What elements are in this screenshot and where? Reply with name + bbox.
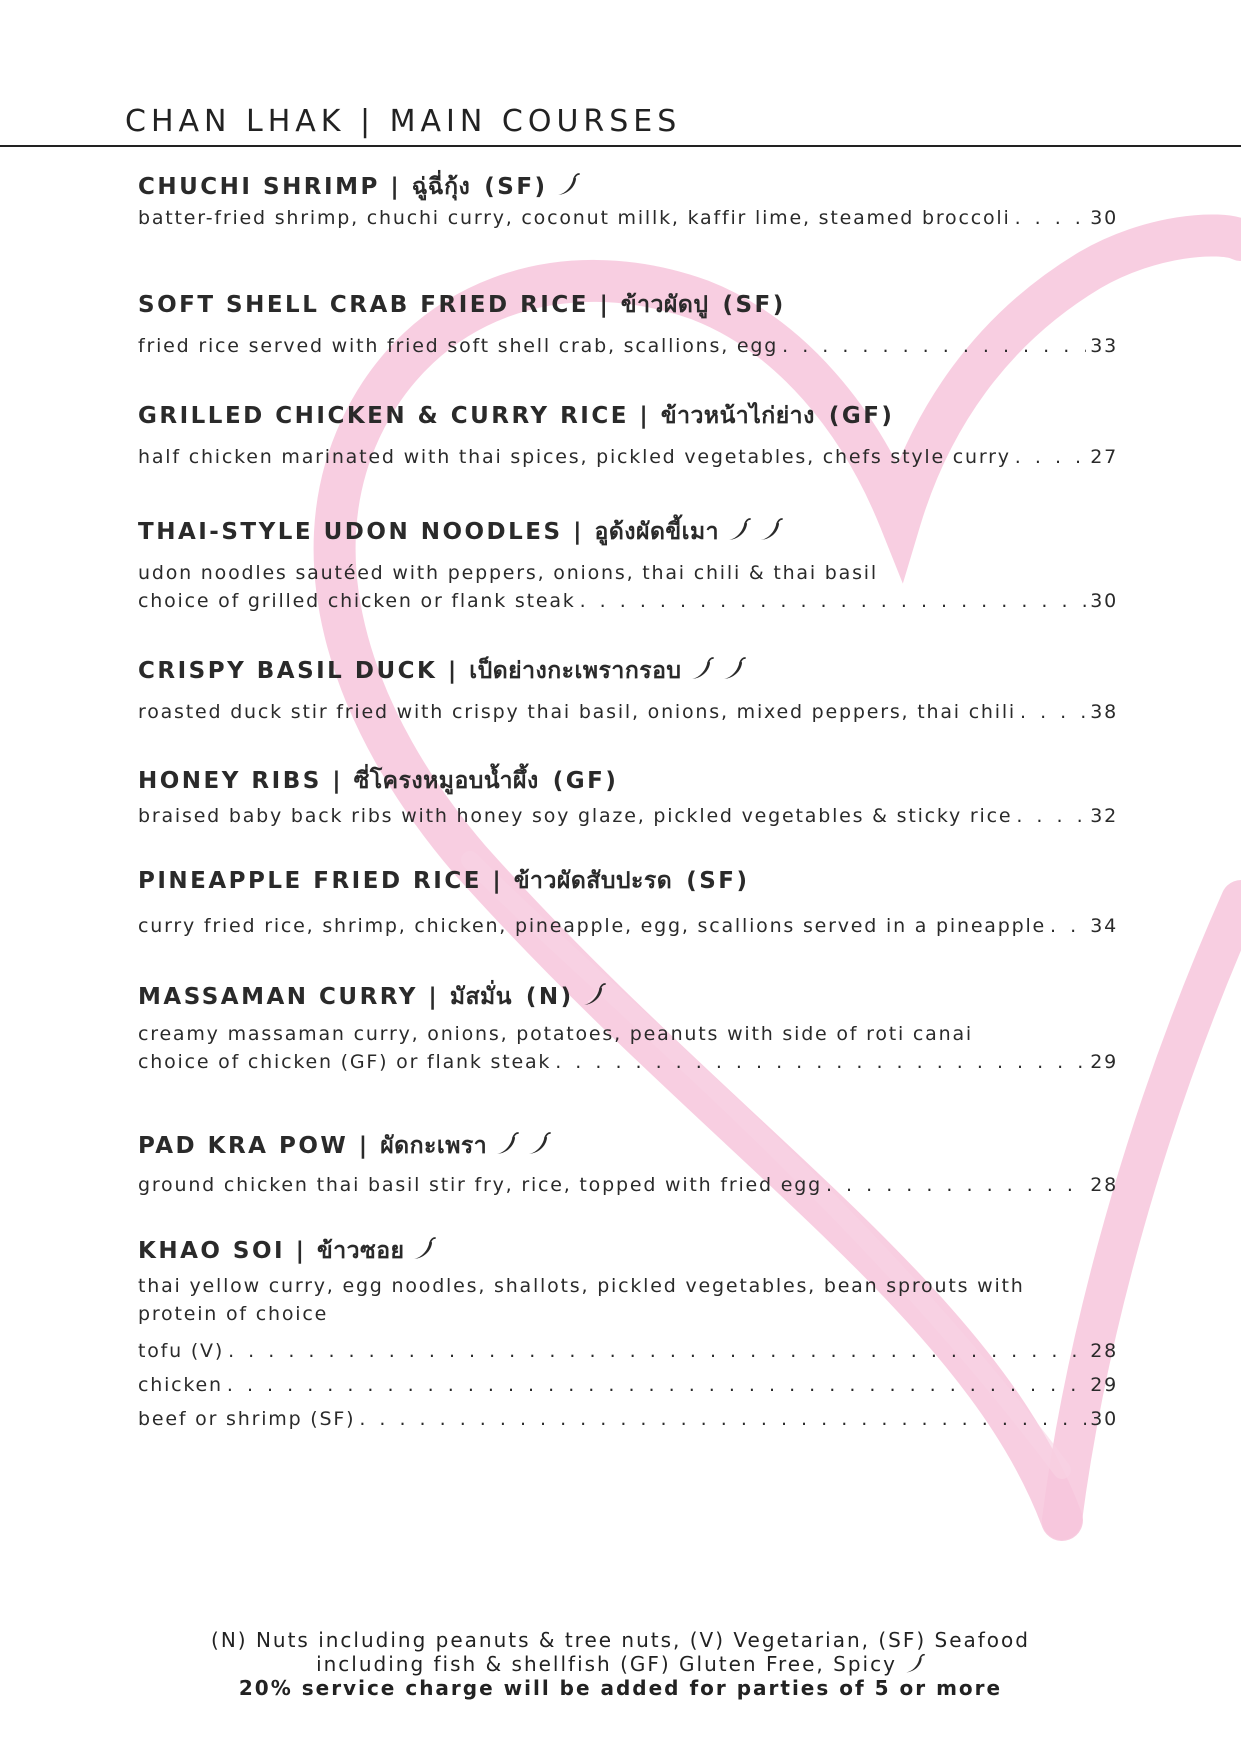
item-thai-name: ข้าวหน้าไก่ย่าง [660, 403, 815, 429]
item-description: ground chicken thai basil stir fry, rice, topped with fried egg [138, 1174, 822, 1196]
item-thai-name: ซี่โครงหมูอบน้ำผึ้ง [353, 768, 539, 794]
price-line [138, 1171, 1118, 1199]
item-price: 28 [1090, 1174, 1118, 1196]
item-price: 32 [1090, 805, 1118, 827]
dot-leader [1016, 802, 1086, 830]
item-option: choice of grilled chicken or flank steak [138, 590, 576, 612]
protein-option: tofu (V) [138, 1340, 225, 1362]
protein-option: chicken [138, 1374, 223, 1396]
price-line [138, 1368, 1118, 1402]
item-thai-name: อูด้งผัดขี้เมา [594, 519, 720, 545]
item-thai-name: ผัดกะเพรา [380, 1133, 488, 1159]
dot-leader [1015, 204, 1087, 232]
price-line [138, 698, 1118, 726]
menu-item-khao-soi [138, 1234, 1118, 1436]
menu-item-soft-shell-crab-fried-rice [138, 288, 1118, 360]
item-price: 30 [1090, 207, 1118, 229]
price-line [138, 802, 1118, 830]
item-tag: (GF) [828, 403, 895, 429]
item-tag: (SF) [722, 292, 786, 318]
item-name: CRISPY BASIL DUCK | [138, 658, 470, 684]
price-line [138, 204, 1118, 232]
item-price: 38 [1090, 701, 1118, 723]
protein-option: beef or shrimp (SF) [138, 1408, 356, 1430]
chili-icon [688, 656, 714, 682]
item-thai-name: ข้าวผัดสับปะรด [513, 868, 673, 894]
item-name: PINEAPPLE FRIED RICE | [138, 868, 514, 894]
dot-leader [359, 1402, 1086, 1436]
page-title: CHAN LHAK | MAIN COURSES [125, 104, 682, 139]
item-thai-name: มัสมั่น [449, 984, 512, 1010]
item-tag: (SF) [686, 868, 750, 894]
item-name: MASSAMAN CURRY | [138, 984, 450, 1010]
item-description: creamy massaman curry, onions, potatoes, peanuts with side of roti canai [138, 1023, 973, 1045]
chili-icon [720, 656, 746, 682]
menu-item-crispy-basil-duck [138, 654, 1118, 726]
dot-leader [1050, 912, 1086, 940]
item-name: GRILLED CHICKEN & CURRY RICE | [138, 403, 661, 429]
menu-legend [0, 1628, 1241, 1700]
menu-item-grilled-chicken-curry-rice [138, 399, 1118, 471]
item-description: fried rice served with fried soft shell crab, scallions, egg [138, 335, 779, 357]
dot-leader [227, 1368, 1086, 1402]
dot-leader [826, 1171, 1086, 1199]
dot-leader [782, 332, 1086, 360]
chili-icon [725, 517, 751, 543]
item-price: 33 [1090, 335, 1118, 357]
item-description: curry fried rice, shrimp, chicken, pineapple, egg, scallions served in a pineapple [138, 915, 1047, 937]
chili-icon [757, 517, 783, 543]
item-thai-name: ข้าวซอย [317, 1238, 405, 1264]
item-option: choice of chicken (GF) or flank steak [138, 1051, 552, 1073]
chili-icon [554, 172, 580, 198]
item-description: braised baby back ribs with honey soy glaze, pickled vegetables & sticky rice [138, 805, 1013, 827]
item-description: batter-fried shrimp, chuchi curry, coconut millk, kaffir lime, steamed broccoli [138, 207, 1011, 229]
price-line [138, 587, 1118, 615]
item-description: half chicken marinated with thai spices, pickled vegetables, chefs style curry [138, 446, 1011, 468]
item-name: SOFT SHELL CRAB FRIED RICE | [138, 292, 621, 318]
menu-item-honey-ribs [138, 764, 1118, 830]
dot-leader [555, 1048, 1086, 1076]
item-name: KHAO SOI | [138, 1238, 318, 1264]
menu-item-thai-style-udon-noodles [138, 515, 1118, 615]
item-price: 30 [1090, 590, 1118, 612]
dot-leader [580, 587, 1087, 615]
item-price: 29 [1090, 1051, 1118, 1073]
item-tag: (N) [525, 984, 574, 1010]
price-line [138, 443, 1118, 471]
menu-item-pineapple-fried-rice [138, 864, 1118, 940]
menu-item-chuchi-shrimp [138, 170, 1118, 232]
service-charge-note: 20% service charge will be added for parties of 5 or more [238, 1676, 1003, 1700]
item-price: 30 [1090, 1408, 1118, 1430]
item-thai-name: ข้าวผัดปู [620, 292, 709, 318]
header-divider [0, 145, 1241, 147]
item-name: THAI-STYLE UDON NOODLES | [138, 519, 595, 545]
price-line [138, 912, 1118, 940]
item-thai-name: ฉู่ฉี่กุ้ง [411, 174, 471, 200]
menu-item-massaman-curry [138, 980, 1118, 1076]
menu-item-pad-kra-pow [138, 1129, 1118, 1199]
chili-icon [580, 982, 606, 1008]
dot-leader [1020, 698, 1086, 726]
price-line [138, 1402, 1118, 1436]
item-name: CHUCHI SHRIMP | [138, 174, 412, 200]
item-price: 34 [1090, 915, 1118, 937]
legend-line-2: including fish & shellfish (GF) Gluten Free, Spicy [316, 1652, 897, 1676]
price-line [138, 332, 1118, 360]
item-price: 28 [1090, 1340, 1118, 1362]
item-description: roasted duck stir fried with crispy thai basil, onions, mixed peppers, thai chili [138, 701, 1017, 723]
item-name: PAD KRA POW | [138, 1133, 381, 1159]
chili-icon [493, 1131, 519, 1157]
chili-icon [410, 1236, 436, 1262]
item-description: udon noodles sautéed with peppers, onions, thai chili & thai basil [138, 562, 878, 584]
dot-leader [1015, 443, 1086, 471]
price-line [138, 1334, 1118, 1368]
chili-icon [903, 1653, 925, 1675]
legend-line-1: (N) Nuts including peanuts & tree nuts, (V) Vegetarian, (SF) Seafood [211, 1628, 1030, 1652]
item-tag: (SF) [484, 174, 548, 200]
item-tag: (GF) [552, 768, 619, 794]
dot-leader [228, 1334, 1086, 1368]
item-price: 27 [1090, 446, 1118, 468]
chili-icon [525, 1131, 551, 1157]
price-line [138, 1048, 1118, 1076]
item-name: HONEY RIBS | [138, 768, 354, 794]
item-description: thai yellow curry, egg noodles, shallots, pickled vegetables, bean sprouts with [138, 1275, 1025, 1297]
item-description-continued: protein of choice [138, 1303, 329, 1325]
item-thai-name: เป็ดย่างกะเพรากรอบ [469, 658, 682, 684]
item-price: 29 [1090, 1374, 1118, 1396]
